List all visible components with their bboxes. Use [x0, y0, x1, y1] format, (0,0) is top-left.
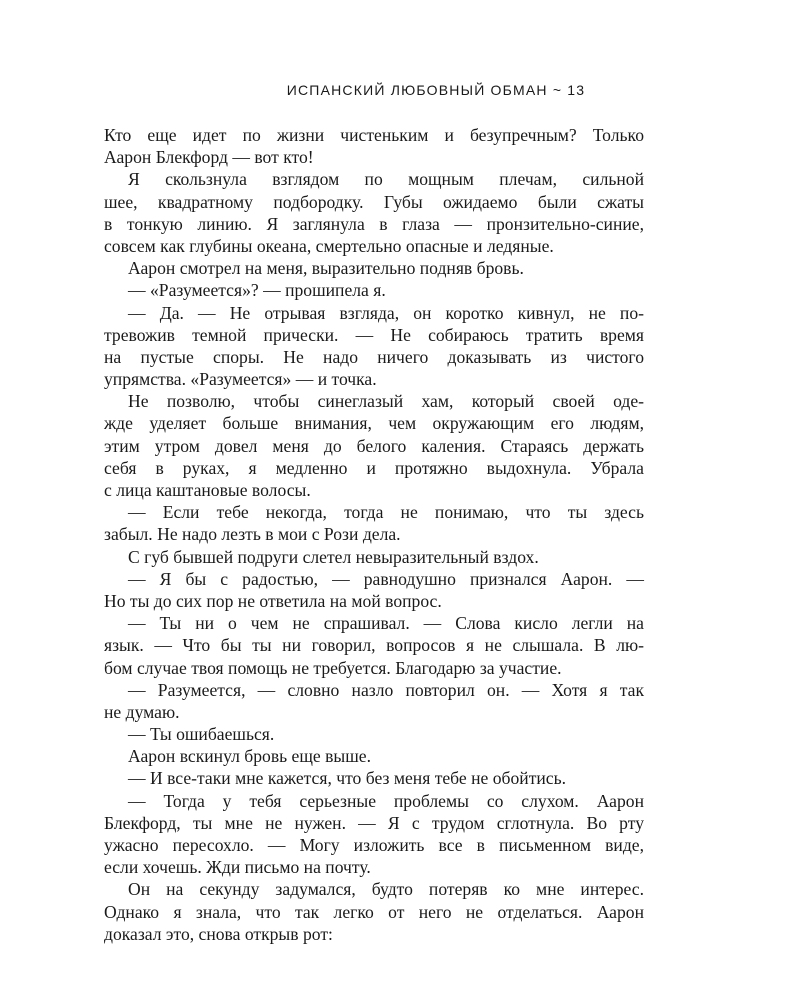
- text-line: ужасно пересохло. — Могу изложить все в письменном виде,: [104, 835, 644, 855]
- text-line: на пустые споры. Не надо ничего доказывать из чистого: [104, 346, 644, 367]
- text-line: упрямства. «Разумеется» — и точка.: [104, 369, 377, 390]
- text-line: — Если тебе некогда, тогда не понимаю, что ты здесь: [128, 502, 644, 523]
- text-line: — Ты ошибаешься.: [128, 724, 275, 745]
- text-line: — И все-таки мне кажется, что без меня тебе не обойтись.: [128, 768, 567, 789]
- text-line: — Разумеется, — словно назло повторил он. — Хотя я так: [128, 679, 644, 700]
- text-line: Аарон вскинул бровь еще выше.: [128, 746, 372, 767]
- text-line: — Ты ни о чем не спрашивал. — Слова кисло легли на: [128, 613, 644, 634]
- text-line: Однако я знала, что так легко от него не отделаться. Аарон: [104, 901, 644, 922]
- text-line: Аарон Блекфорд — вот кто!: [104, 147, 314, 168]
- text-line: — Тогда у тебя серьезные проблемы со слухом. Аарон: [128, 790, 644, 811]
- text-line: с лица каштановые волосы.: [104, 480, 311, 500]
- text-line: С губ бывшей подруги слетел невыразительный вздох.: [128, 546, 539, 567]
- text-line: тревожив темной прически. — Не собираюсь тратить время: [104, 324, 644, 345]
- text-line: шее, квадратному подбородку. Губы ожидаемо были сжаты: [104, 191, 644, 212]
- text-line: — Я бы с радостью, — равнодушно признался Аарон. —: [128, 568, 644, 589]
- text-line: этим утром довел меня до белого каления. Стараясь держать: [104, 435, 644, 456]
- text-line: Блекфорд, ты мне не нужен. — Я с трудом сглотнула. Во рту: [104, 812, 644, 833]
- text-line: — «Разумеется»? — прошипела я.: [128, 280, 386, 301]
- text-line: Но ты до сих пор не ответила на мой вопрос.: [104, 590, 442, 611]
- text-line: Я скользнула взглядом по мощным плечам, сильной: [128, 169, 644, 190]
- text-line: язык. — Что бы ты ни говорил, вопросов я не слышала. В лю-: [104, 635, 644, 656]
- text-line: забыл. Не надо лезть в мои с Рози дела.: [104, 524, 401, 545]
- text-line: не думаю.: [104, 701, 180, 722]
- text-line: Кто еще идет по жизни чистеньким и безупречным? Только: [104, 125, 644, 145]
- text-line: совсем как глубины океана, смертельно опасные и ледяные.: [104, 235, 554, 256]
- text-line: — Да. — Не отрывая взгляда, он коротко кивнул, не по-: [128, 302, 644, 323]
- text-line: жде уделяет больше внимания, чем окружающим его людям,: [104, 413, 644, 434]
- body-text: [104, 124, 644, 945]
- running-head: ИСПАНСКИЙ ЛЮБОВНЫЙ ОБМАН ~ 13: [286, 82, 586, 98]
- text-line: Он на секунду задумался, будто потеряв ко мне интерес.: [128, 879, 644, 900]
- text-line: доказал это, снова открыв рот:: [104, 923, 333, 944]
- text-line: в тонкую линию. Я заглянула в глаза — пронзительно-синие,: [104, 213, 644, 234]
- text-line: если хочешь. Жди письмо на почту.: [104, 857, 371, 878]
- text-line: бом случае твоя помощь не требуется. Благодарю за участие.: [104, 657, 562, 678]
- text-line: Аарон смотрел на меня, выразительно подняв бровь.: [128, 258, 524, 279]
- text-line: себя в руках, я медленно и протяжно выдохнула. Убрала: [104, 457, 644, 478]
- text-line: Не позволю, чтобы синеглазый хам, который своей оде-: [128, 391, 644, 412]
